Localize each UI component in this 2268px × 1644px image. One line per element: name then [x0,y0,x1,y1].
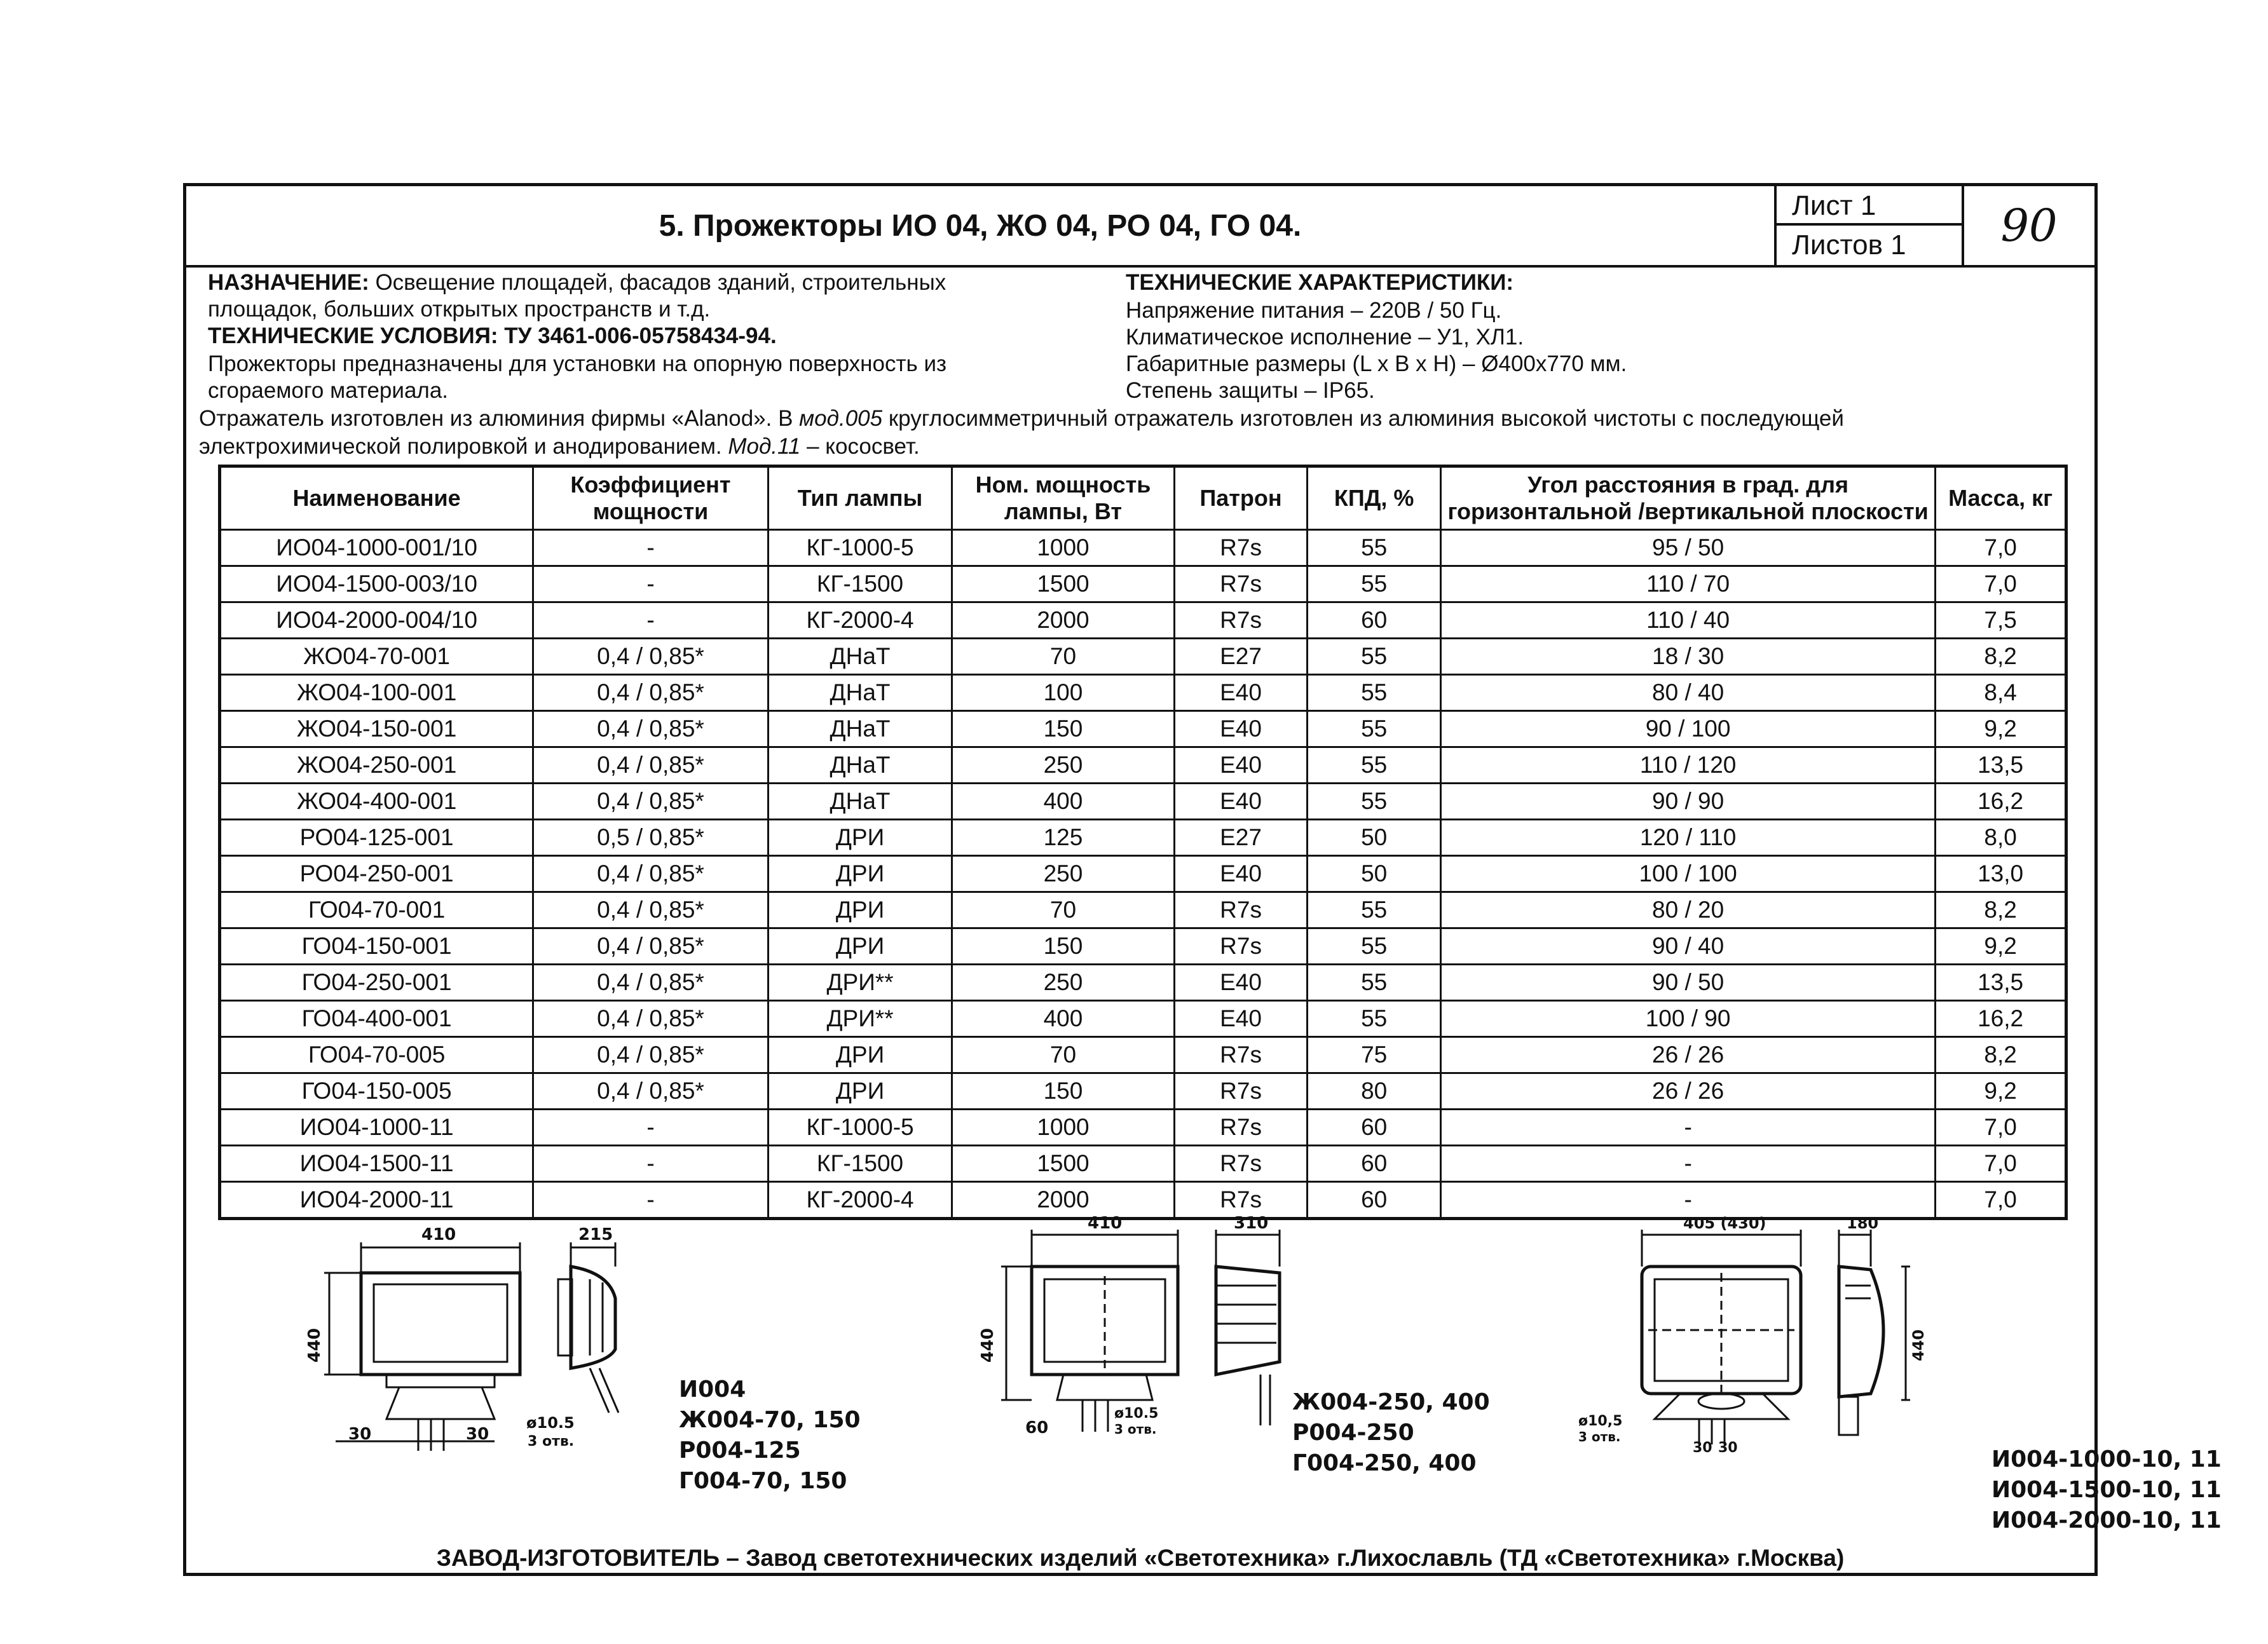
sheets-label: Листов 1 [1792,229,1906,261]
col-header: Ном. мощность лампы, Вт [952,466,1174,530]
table-cell: 0,4 / 0,85* [533,965,769,1001]
table-cell: - [533,1182,769,1219]
table-cell: 90 / 100 [1440,711,1935,747]
purpose-line-2: площадок, больших открытых пространств и т.д. [208,297,711,322]
table-cell: - [1440,1110,1935,1146]
table-cell: 55 [1308,784,1441,820]
table-cell: ИО04-1500-11 [220,1146,533,1182]
spec-table [218,465,2068,1220]
reflector-part-1: Отражатель изготовлен из алюминия фирмы «Alanod». В [199,406,800,431]
table-cell: R7s [1174,1146,1308,1182]
table-cell: 55 [1308,530,1441,566]
reflector-part-4: – кососвет. [800,434,920,459]
dim-base-right: 30 [1718,1440,1738,1456]
table-row [220,711,2066,747]
table-cell: Е27 [1174,639,1308,675]
reflector-line-2 [199,433,920,461]
dim-base: 60 [1025,1418,1049,1437]
table-cell: ИО04-1000-001/10 [220,530,533,566]
model-label: И004-1500-10, 11 [1991,1477,2222,1503]
table-cell: 0,4 / 0,85* [533,892,769,928]
table-row [220,1182,2066,1219]
col-header: Масса, кг [1936,466,2066,530]
table-cell: 50 [1308,856,1441,892]
table-cell: 26 / 26 [1440,1073,1935,1110]
table-cell: 0,5 / 0,85* [533,820,769,856]
table-cell: КГ-1000-5 [768,1110,952,1146]
table-cell: 55 [1308,675,1441,711]
table-cell: 70 [952,639,1174,675]
table-cell: ГО04-250-001 [220,965,533,1001]
table-cell: - [533,566,769,602]
dim-base-right: 30 [466,1425,489,1444]
document-frame [183,183,2222,1576]
table-cell: 1500 [952,566,1174,602]
table-cell: Е40 [1174,711,1308,747]
model-label: Р004-250 [1292,1420,1414,1446]
dim-height: 440 [978,1328,998,1363]
table-cell: ЖО04-70-001 [220,639,533,675]
col-header: Тип лампы [768,466,952,530]
table-cell: ГО04-150-001 [220,928,533,965]
table-cell: 60 [1308,1146,1441,1182]
table-cell: R7s [1174,1073,1308,1110]
table-row [220,639,2066,675]
table-cell: ДРИ** [768,965,952,1001]
table-cell: Е40 [1174,747,1308,784]
table-cell: Е40 [1174,784,1308,820]
tu-line: ТЕХНИЧЕСКИЕ УСЛОВИЯ: ТУ 3461-006-05758434-94. [208,323,777,348]
dim-width: 410 [421,1225,456,1244]
table-cell: 95 / 50 [1440,530,1935,566]
table-cell: ИО04-1500-003/10 [220,566,533,602]
specs-dimensions: Габаритные размеры (L x B x H) – Ø400х770 мм. [1126,351,1627,376]
drawing-1 [305,1225,861,1494]
table-cell: 50 [1308,820,1441,856]
table-cell: 0,4 / 0,85* [533,711,769,747]
table-row [220,1001,2066,1037]
table-cell: 7,0 [1936,1146,2066,1182]
table-cell: - [533,602,769,639]
table-row [220,856,2066,892]
table-row [220,965,2066,1001]
table-cell: ИО04-2000-004/10 [220,602,533,639]
table-cell: 100 / 90 [1440,1001,1935,1037]
table-cell: 0,4 / 0,85* [533,1073,769,1110]
col-header: Коэффициент мощности [533,466,769,530]
table-cell: КГ-1500 [768,566,952,602]
table-cell: 60 [1308,1110,1441,1146]
specs-climate: Климатическое исполнение – У1, ХЛ1. [1126,325,1524,350]
table-cell: 250 [952,965,1174,1001]
model-label: Г004-70, 150 [679,1468,847,1494]
table-row [220,1073,2066,1110]
table-cell: 55 [1308,639,1441,675]
table-cell: 0,4 / 0,85* [533,784,769,820]
table-cell: - [533,1110,769,1146]
table-cell: 90 / 90 [1440,784,1935,820]
table-cell: 400 [952,784,1174,820]
dim-depth: 310 [1234,1214,1269,1233]
table-cell: 60 [1308,602,1441,639]
table-cell: 1500 [952,1146,1174,1182]
purpose-line-1 [208,269,946,297]
drawing-3 [1572,1214,2222,1533]
table-cell: 70 [952,1037,1174,1073]
table-cell: 150 [952,928,1174,965]
table-cell: 90 / 40 [1440,928,1935,965]
table-cell: R7s [1174,530,1308,566]
table-cell: ДРИ** [768,1001,952,1037]
table-cell: 250 [952,747,1174,784]
table-cell: 16,2 [1936,784,2066,820]
table-cell: 0,4 / 0,85* [533,928,769,965]
table-header-row [220,466,2066,530]
table-cell: 7,5 [1936,602,2066,639]
table-row [220,784,2066,820]
table-cell: ДРИ [768,928,952,965]
dim-depth: 180 [1847,1214,1879,1232]
table-cell: 8,2 [1936,1037,2066,1073]
table-cell: КГ-2000-4 [768,602,952,639]
table-cell: R7s [1174,1037,1308,1073]
table-cell: Е40 [1174,965,1308,1001]
table-cell: 8,2 [1936,639,2066,675]
table-cell: 400 [952,1001,1174,1037]
hole-diameter: ø10.5 [526,1414,575,1432]
table-cell: 7,0 [1936,530,2066,566]
table-cell: 7,0 [1936,566,2066,602]
dim-base-left: 30 [1693,1440,1712,1456]
table-cell: R7s [1174,928,1308,965]
table-cell: 2000 [952,1182,1174,1219]
table-cell: 0,4 / 0,85* [533,1037,769,1073]
hole-count: 3 отв. [528,1434,575,1450]
table-cell: ЖО04-100-001 [220,675,533,711]
table-row [220,820,2066,856]
col-header: КПД, % [1308,466,1441,530]
table-cell: ЖО04-250-001 [220,747,533,784]
table-cell: Е40 [1174,856,1308,892]
table-cell: ЖО04-400-001 [220,784,533,820]
col-header: Угол расстояния в град. для горизонтальной /вертикальной плоскости [1440,466,1935,530]
table-cell: 100 [952,675,1174,711]
hole-count: 3 отв. [1578,1429,1621,1444]
table-cell: 8,4 [1936,675,2066,711]
hole-count: 3 отв. [1114,1422,1157,1437]
table-cell: 26 / 26 [1440,1037,1935,1073]
table-cell: ДНаТ [768,675,952,711]
mount-line-1: Прожекторы предназначены для установки на опорную поверхность из [208,351,947,376]
model-label: И004-2000-10, 11 [1991,1507,2222,1533]
table-cell: 7,0 [1936,1110,2066,1146]
table-cell: 0,4 / 0,85* [533,639,769,675]
table-cell: 110 / 40 [1440,602,1935,639]
table-cell: 7,0 [1936,1182,2066,1219]
table-cell: 0,4 / 0,85* [533,747,769,784]
table-cell: R7s [1174,1182,1308,1219]
table-cell: R7s [1174,566,1308,602]
table-cell: 55 [1308,1001,1441,1037]
table-cell: 0,4 / 0,85* [533,675,769,711]
dim-base-left: 30 [348,1425,372,1444]
table-cell: R7s [1174,892,1308,928]
table-cell: ДНаТ [768,639,952,675]
table-cell: 150 [952,1073,1174,1110]
table-row [220,1037,2066,1073]
table-cell: 60 [1308,1182,1441,1219]
table-cell: 16,2 [1936,1001,2066,1037]
reflector-mod11: Мод.11 [728,434,801,459]
table-cell: 13,5 [1936,965,2066,1001]
table-cell: 9,2 [1936,928,2066,965]
table-cell: 125 [952,820,1174,856]
dim-depth: 215 [578,1225,613,1244]
reflector-mod005: мод.005 [799,406,883,431]
table-cell: ДРИ [768,1073,952,1110]
table-cell: - [1440,1182,1935,1219]
table-cell: 55 [1308,892,1441,928]
table-cell: ГО04-70-001 [220,892,533,928]
hole-diameter: ø10,5 [1578,1413,1623,1429]
table-cell: R7s [1174,602,1308,639]
dim-width: 405 (430) [1683,1214,1766,1232]
model-label: Ж004-250, 400 [1292,1389,1490,1415]
table-cell: ЖО04-150-001 [220,711,533,747]
table-cell: ДНаТ [768,747,952,784]
dim-height: 440 [1909,1329,1928,1362]
table-cell: 90 / 50 [1440,965,1935,1001]
table-row [220,1110,2066,1146]
table-cell: 9,2 [1936,1073,2066,1110]
table-cell: КГ-1500 [768,1146,952,1182]
table-cell: 55 [1308,566,1441,602]
table-body [220,530,2066,1219]
table-cell: 2000 [952,602,1174,639]
table-cell: ГО04-150-005 [220,1073,533,1110]
table-cell: ДНаТ [768,711,952,747]
drawing-2 [978,1214,1490,1476]
table-cell: 110 / 120 [1440,747,1935,784]
table-row [220,566,2066,602]
table-cell: Е27 [1174,820,1308,856]
table-cell: ИО04-2000-11 [220,1182,533,1219]
table-row [220,1146,2066,1182]
table-cell: 18 / 30 [1440,639,1935,675]
page-title: 5. Прожекторы ИО 04, ЖО 04, РО 04, ГО 04. [659,208,1302,243]
model-label: И004-1000-10, 11 [1991,1446,2222,1472]
table-cell: 70 [952,892,1174,928]
table-cell: 55 [1308,711,1441,747]
model-label: Р004-125 [679,1437,801,1464]
table-cell: 80 / 20 [1440,892,1935,928]
sheet-info-box [1774,186,1964,268]
table-cell: Е40 [1174,675,1308,711]
table-cell: 80 / 40 [1440,675,1935,711]
table-cell: 13,5 [1936,747,2066,784]
table-cell: ДРИ [768,820,952,856]
page-number: 90 [1963,186,2095,268]
floodlight-outline-3 [1572,1216,1928,1457]
model-label: Г004-250, 400 [1292,1450,1477,1476]
table-cell: 150 [952,711,1174,747]
table-cell: 0,4 / 0,85* [533,1001,769,1037]
table-cell: 110 / 70 [1440,566,1935,602]
specs-heading: ТЕХНИЧЕСКИЕ ХАРАКТЕРИСТИКИ: [1126,270,1514,295]
table-cell: - [533,530,769,566]
table-cell: Е40 [1174,1001,1308,1037]
table-cell: 9,2 [1936,711,2066,747]
model-label: Ж004-70, 150 [679,1407,861,1433]
table-cell: ГО04-70-005 [220,1037,533,1073]
purpose-label: НАЗНАЧЕНИЕ: [208,270,369,295]
table-cell: 0,4 / 0,85* [533,856,769,892]
table-cell: РО04-250-001 [220,856,533,892]
table-cell: 8,2 [1936,892,2066,928]
sheet-label: Лист 1 [1774,186,1962,226]
table-cell: 250 [952,856,1174,892]
specs-protection: Степень защиты – IP65. [1126,378,1375,403]
table-row [220,747,2066,784]
table-cell: ДРИ [768,892,952,928]
purpose-text: Освещение площадей, фасадов зданий, строительных [369,270,946,295]
col-header: Патрон [1174,466,1308,530]
mount-line-2: сгораемого материала. [208,378,449,403]
reflector-part-3: электрохимической полировкой и анодированием. [199,434,728,459]
table-row [220,530,2066,566]
table-cell: 1000 [952,530,1174,566]
table-cell: 13,0 [1936,856,2066,892]
reflector-part-2: круглосимметричный отражатель изготовлен из алюминия высокой чистоты с последующей [882,406,1844,431]
col-header: Наименование [220,466,533,530]
table-cell: 120 / 110 [1440,820,1935,856]
table-cell: 100 / 100 [1440,856,1935,892]
table-cell: 55 [1308,928,1441,965]
manufacturer-footer: ЗАВОД-ИЗГОТОВИТЕЛЬ – Завод светотехнических изделий «Светотехника» г.Лихославль (ТД «Светотехника» г.Москва) [436,1545,1845,1571]
model-label: И004 [679,1376,746,1403]
table-row [220,892,2066,928]
table-cell: ДНаТ [768,784,952,820]
specs-voltage: Напряжение питания – 220В / 50 Гц. [1126,298,1502,323]
table-cell: ДРИ [768,1037,952,1073]
table-cell: 75 [1308,1037,1441,1073]
hole-diameter: ø10.5 [1114,1406,1159,1422]
table-cell: 1000 [952,1110,1174,1146]
table-cell: КГ-1000-5 [768,530,952,566]
table-cell: КГ-2000-4 [768,1182,952,1219]
table-cell: - [533,1146,769,1182]
table-cell: - [1440,1146,1935,1182]
title-block [186,186,1777,268]
table-row [220,675,2066,711]
dim-width: 410 [1088,1214,1123,1233]
table-cell: ДРИ [768,856,952,892]
reflector-line-1 [199,405,1844,433]
table-cell: 55 [1308,747,1441,784]
table-cell: 8,0 [1936,820,2066,856]
table-row [220,928,2066,965]
table-cell: R7s [1174,1110,1308,1146]
table-cell: 55 [1308,965,1441,1001]
table-cell: 80 [1308,1073,1441,1110]
table-cell: РО04-125-001 [220,820,533,856]
table-cell: ИО04-1000-11 [220,1110,533,1146]
table-cell: ГО04-400-001 [220,1001,533,1037]
table-row [220,602,2066,639]
dim-height: 440 [305,1328,325,1363]
